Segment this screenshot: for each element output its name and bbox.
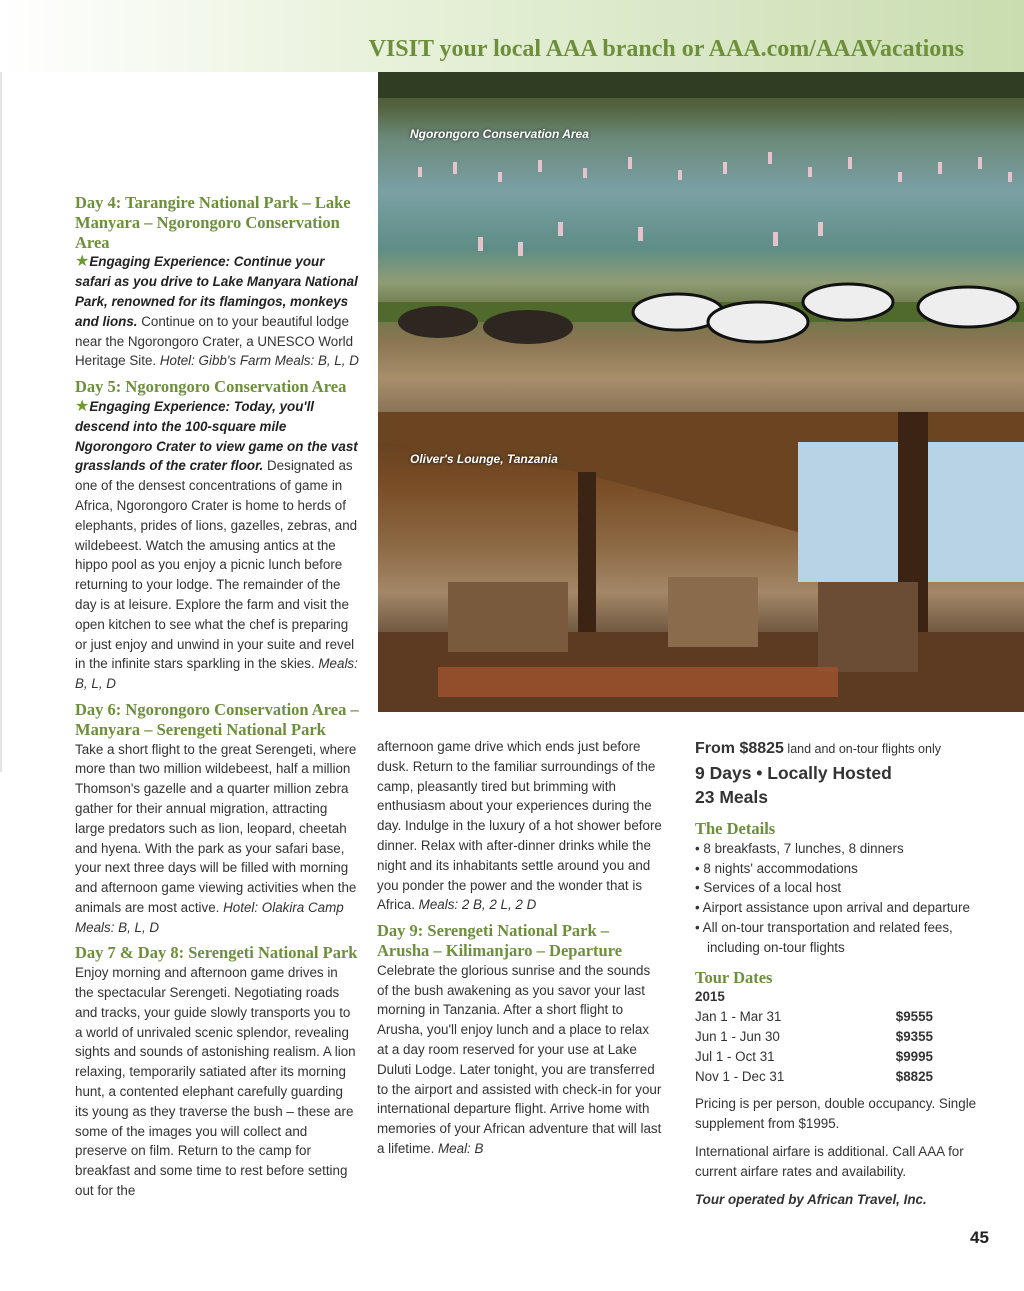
itinerary-column-1 — [75, 193, 360, 1201]
meals-count: 23 Meals — [695, 787, 768, 807]
date-price: $9995 — [895, 1048, 933, 1064]
tour-dates-heading: Tour Dates — [695, 967, 773, 987]
day5-engaging: Engaging Experience: Today, you'll descend into the 100-square mile Ngorongoro Crater to view game on the vast grasslands of the crater floor. — [75, 398, 358, 474]
day5-meta: Meals: B, L, D — [75, 656, 358, 692]
date-range: Nov 1 - Dec 31 — [695, 1068, 785, 1084]
day5-text — [75, 397, 360, 694]
day6-text — [75, 740, 360, 938]
airfare-note: International airfare is additional. Call AAA for current airfare rates and availability. — [695, 1143, 964, 1179]
date-price: $8825 — [895, 1068, 933, 1084]
day78-text-cont — [377, 737, 662, 915]
price-line — [695, 737, 995, 761]
duration: 9 Days • Locally Hosted — [695, 763, 892, 783]
star-icon: ★ — [75, 253, 90, 271]
price-note: land and on-tour flights only — [783, 742, 941, 756]
date-range: Jun 1 - Jun 30 — [695, 1028, 780, 1044]
photo-olivers-lounge — [378, 412, 1024, 712]
photo-caption-top: Ngorongoro Conservation Area — [410, 127, 589, 141]
star-icon: ★ — [75, 397, 90, 415]
date-range: Jan 1 - Mar 31 — [695, 1009, 782, 1025]
day6-meta: Hotel: Olakira Camp Meals: B, L, D — [75, 899, 344, 935]
day4-body: Continue on to your beautiful lodge near the Ngorongoro Crater, a UNESCO World Heritage Site. — [75, 313, 354, 369]
detail-item: • Services of a local host — [695, 878, 995, 898]
details-heading: The Details — [695, 819, 776, 838]
price-from: From $8825 — [695, 740, 784, 757]
day6-body: Take a short flight to the great Serengeti, where more than two million wildebeest, half a million Thomson's gazelle and a quarter million zebra gather for their annual migration, attracting large predators such as lion, leopard, cheetah and hyena. With the park as your safari base, your next three days will be filled with morning and afternoon game viewing activities when the animals are most active. — [75, 741, 357, 915]
itinerary-column-2 — [377, 737, 662, 1159]
date-row — [695, 1047, 933, 1067]
date-row — [695, 1067, 933, 1087]
day78-heading: Day 7 & Day 8: Serengeti National Park — [75, 943, 358, 963]
day9-text — [377, 961, 662, 1159]
details-list — [695, 839, 995, 958]
detail-item: • 8 nights' accommodations — [695, 859, 995, 879]
day4-heading: Day 4: Tarangire National Park – Lake Manyara – Ngorongoro Conservation Area — [75, 193, 351, 252]
day78-meta: Meals: 2 B, 2 L, 2 D — [418, 897, 537, 913]
date-row — [695, 1027, 933, 1047]
day4-engaging: Engaging Experience: Continue your safari as you drive to Lake Manyara National Park, renowned for its flamingos, monkeys and lions. — [75, 254, 358, 329]
day4-meta: Hotel: Gibb's Farm Meals: B, L, D — [159, 353, 359, 369]
pricing-note: Pricing is per person, double occupancy. Single supplement from $1995. — [695, 1096, 977, 1132]
page-number: 45 — [970, 1228, 989, 1247]
date-row — [695, 1007, 933, 1027]
tour-year: 2015 — [695, 989, 725, 1005]
photo-ngorongoro-art — [378, 72, 1024, 412]
detail-item: • Airport assistance upon arrival and departure — [695, 898, 995, 918]
visit-link-text[interactable]: VISIT your local AAA branch or AAA.com/AAAVacations — [368, 36, 964, 62]
photo-ngorongoro — [378, 72, 1024, 412]
day5-body: Designated as one of the densest concentrations of game in Africa, Ngorongoro Crater is home to herds of elephants, prides of lions, gazelles, zebras, and wildebeest. Watch the amusing antics at the hippo pool as you enjoy a picnic lunch before returning to your lodge. The remainder of the day is at leisure. Explore the farm and visit the open kitchen to see what the chef is preparing or just enjoy and unwind in your suite and revel in the infinite stars sparkling in the skies. — [75, 458, 358, 672]
day5-heading: Day 5: Ngorongoro Conservation Area — [75, 377, 347, 397]
left-border — [0, 72, 2, 772]
photo-caption-bottom: Oliver's Lounge, Tanzania — [410, 452, 558, 466]
day9-heading: Day 9: Serengeti National Park – Arusha – Kilimanjaro – Departure — [377, 921, 623, 960]
tour-operator: Tour operated by African Travel, Inc. — [695, 1191, 927, 1207]
day4-text — [75, 252, 360, 371]
tour-summary — [695, 737, 995, 1209]
day78-body-cont: afternoon game drive which ends just before dusk. Return to the familiar surroundings of the camp, pleasantly tired but brimming with enthusiasm about your experiences during the day. Indulge in the luxury of a hot shower before dinner. Relax with after-dinner drinks while the night and its inhabitants settle around you and you ponder the power and the wonder that is Africa. — [377, 739, 662, 913]
day9-body: Celebrate the glorious sunrise and the sounds of the bush awakening as you savor your last morning in Tanzania. After a short flight to Arusha, you'll enjoy lunch and a place to relax at a day room reserved for your use at Lake Duluti Lodge. Later tonight, you are transferred to the airport and assisted with check-in for your international departure flight. Arrive home with memories of your African adventure that will last a lifetime. — [377, 962, 662, 1156]
detail-item: • All on-tour transportation and related fees, including on-tour flights — [695, 918, 995, 958]
date-price: $9355 — [895, 1028, 933, 1044]
day78-body: Enjoy morning and afternoon game drives in the spectacular Serengeti. Negotiating roads and tracks, your guide slowly transports you to a world of unrivaled scenic splendor, revealing sights and sounds of astonishing realism. A lion relaxing, temporarily satiated after its morning hunt, a contented elephant carefully guarding its young as they traverse the bush – these are some of the images you will collect and preserve on film. Return to the camp for breakfast and some time to rest before setting out for the — [75, 965, 356, 1199]
day9-meta: Meal: B — [438, 1140, 484, 1156]
day6-heading: Day 6: Ngorongoro Conservation Area – Manyara – Serengeti National Park — [75, 699, 359, 739]
date-price: $9555 — [895, 1009, 933, 1025]
date-range: Jul 1 - Oct 31 — [695, 1048, 775, 1064]
detail-item: • 8 breakfasts, 7 lunches, 8 dinners — [695, 839, 995, 859]
